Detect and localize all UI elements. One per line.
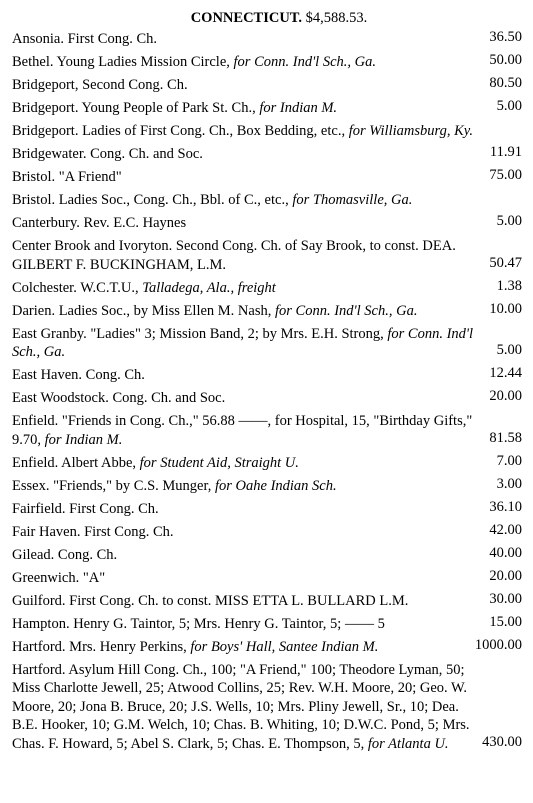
donation-amount: 20.00 [489, 388, 522, 404]
donation-amount: 50.00 [489, 52, 522, 68]
donation-entry [12, 214, 522, 233]
donation-amount: 7.00 [496, 452, 522, 469]
designation-text: for Conn. Ind'l Sch., Ga. [233, 54, 376, 70]
donation-description [12, 76, 474, 95]
designation-text: for Williamsburg, Ky. [348, 123, 474, 139]
description-text: East Woodstock. Cong. Ch. and Soc. [12, 390, 226, 406]
donation-entry [12, 122, 522, 141]
donation-description [12, 279, 474, 298]
donation-entry [12, 30, 522, 49]
description-text: Essex. "Friends," by C.S. Munger, [12, 477, 215, 494]
description-text: Enfield. Albert Abbe, [12, 454, 140, 471]
donation-entry [12, 569, 522, 588]
donation-entry [12, 76, 522, 95]
donation-entry [12, 168, 522, 187]
donation-description [12, 454, 474, 473]
donation-amount: 430.00 [482, 733, 522, 750]
donation-description [12, 569, 474, 588]
designation-text: for Atlanta U. [367, 735, 449, 752]
description-text: Bridgewater. Cong. Ch. and Soc. [12, 146, 203, 162]
donation-description [12, 302, 474, 321]
donation-entry [12, 661, 522, 754]
donation-entry [12, 237, 522, 274]
donation-description [12, 366, 474, 385]
donation-amount: 12.44 [489, 365, 522, 381]
description-text: Hartford. Asylum Hill Cong. Ch., 100; "A Friend," 100; Theodore Lyman, 50; Miss Charlotte Jewell, 25; Atwood Collins, 25; Rev. W.H. Moore, 20; Geo. W. Moore, 20; Jona B. Bruce, 20; J.S. Wells, 10; Mrs. Pliny Jewell, Sr., 10; Dea. B.E. Hooker, 10; G.M. Welch, 10; Chas. B. Whiting, 10; D.W.C. Pond, 5; Mrs. Chas. F. Howard, 5; Abel S. Clark, 5; Chas. E. Thompson, 5, [12, 661, 470, 752]
donation-entry [12, 53, 522, 72]
donation-amount: 20.00 [489, 567, 522, 584]
donation-amount: 36.50 [489, 29, 522, 45]
donation-list [12, 30, 522, 753]
donation-description [12, 661, 474, 754]
donation-amount: 75.00 [489, 167, 522, 183]
state-name: CONNECTICUT. [190, 10, 303, 26]
donation-description [12, 214, 474, 233]
description-text: Bridgeport, Second Cong. Ch. [12, 77, 188, 93]
description-text: Bristol. Ladies Soc., Cong. Ch., Bbl. of C., etc., [12, 192, 293, 208]
description-text: Center Brook and Ivoryton. Second Cong. Ch. of Say Brook, to const. DEA. GILBERT F. BUCKINGHAM, L.M. [12, 238, 456, 273]
donation-amount: 40.00 [489, 544, 522, 561]
donation-amount: 42.00 [489, 521, 522, 538]
donation-entry [12, 477, 522, 496]
document-page [12, 8, 522, 758]
donation-entry [12, 389, 522, 408]
donation-description [12, 30, 474, 49]
description-text: Greenwich. "A" [12, 569, 106, 586]
description-text: Bethel. Young Ladies Mission Circle, [12, 54, 234, 70]
donation-entry [12, 546, 522, 565]
description-text: Bridgeport. Ladies of First Cong. Ch., Box Bedding, etc., [12, 123, 349, 139]
donation-amount: 81.58 [489, 429, 522, 446]
donation-entry [12, 638, 522, 657]
description-text: Gilead. Cong. Ch. [12, 546, 118, 563]
donation-amount: 15.00 [489, 613, 522, 630]
designation-text: for Indian M. [44, 431, 123, 448]
designation-text: for Oahe Indian Sch. [214, 477, 337, 494]
donation-description [12, 53, 474, 72]
description-text: Fairfield. First Cong. Ch. [12, 500, 159, 517]
description-text: Hampton. Henry G. Taintor, 5; Mrs. Henry G. Taintor, 5; —— 5 [12, 615, 385, 632]
donation-description [12, 168, 474, 187]
donation-description [12, 592, 474, 611]
description-text: Guilford. First Cong. Ch. to const. MISS ETTA L. BULLARD L.M. [12, 592, 409, 609]
donation-entry [12, 500, 522, 519]
donation-description [12, 122, 474, 141]
donation-description [12, 523, 474, 542]
donation-entry [12, 325, 522, 362]
donation-description [12, 99, 474, 118]
designation-text: for Indian M. [259, 100, 338, 116]
designation-text: Talladega, Ala., freight [142, 279, 276, 296]
section-header [12, 8, 522, 30]
designation-text: for Conn. Ind'l Sch., Ga. [274, 302, 418, 319]
donation-amount: 5.00 [496, 213, 522, 229]
donation-description [12, 477, 474, 496]
donation-description [12, 500, 474, 519]
donation-amount: 11.91 [489, 144, 522, 160]
donation-entry [12, 366, 522, 385]
description-text: Colchester. W.C.T.U., [12, 279, 143, 296]
donation-amount: 10.00 [489, 300, 522, 317]
donation-description [12, 412, 474, 449]
designation-text: for Student Aid, Straight U. [139, 454, 299, 471]
designation-text: for Thomasville, Ga. [292, 192, 413, 208]
designation-text: for Boys' Hall, Santee Indian M. [190, 638, 379, 655]
donation-amount: 1000.00 [474, 636, 522, 653]
description-text: Bristol. "A Friend" [12, 169, 122, 185]
description-text: Bridgeport. Young People of Park St. Ch., [12, 100, 260, 116]
donation-amount: 30.00 [489, 590, 522, 607]
donation-entry [12, 302, 522, 321]
donation-amount: 5.00 [496, 342, 522, 358]
donation-amount: 50.47 [489, 254, 522, 271]
description-text: East Haven. Cong. Ch. [12, 367, 145, 383]
donation-amount: 5.00 [496, 98, 522, 114]
donation-description [12, 389, 474, 408]
donation-entry [12, 615, 522, 634]
donation-description [12, 546, 474, 565]
donation-amount: 1.38 [496, 277, 522, 294]
designation-text: for Conn. Ind'l Sch., Ga. [12, 325, 474, 360]
description-text: East Granby. "Ladies" 3; Mission Band, 2; by Mrs. E.H. Strong, [12, 325, 388, 342]
description-text: Ansonia. First Cong. Ch. [12, 31, 158, 47]
donation-entry [12, 191, 522, 210]
donation-entry [12, 592, 522, 611]
donation-description [12, 191, 474, 210]
donation-amount: 36.10 [489, 498, 522, 515]
description-text: Canterbury. Rev. E.C. Haynes [12, 215, 187, 231]
donation-description [12, 615, 474, 634]
donation-entry [12, 454, 522, 473]
donation-entry [12, 412, 522, 449]
state-total: $4,588.53. [305, 10, 368, 26]
donation-entry [12, 99, 522, 118]
description-text: Darien. Ladies Soc., by Miss Ellen M. Nash, [12, 302, 275, 319]
donation-entry [12, 145, 522, 164]
donation-description [12, 325, 474, 362]
donation-description [12, 638, 474, 657]
donation-entry [12, 279, 522, 298]
description-text: Fair Haven. First Cong. Ch. [12, 523, 174, 540]
donation-amount: 3.00 [496, 475, 522, 492]
donation-description [12, 145, 474, 164]
description-text: Hartford. Mrs. Henry Perkins, [12, 638, 191, 655]
donation-description [12, 237, 474, 274]
description-text: Enfield. "Friends in Cong. Ch.," 56.88 ——, for Hospital, 15, "Birthday Gifts," 9.70, [12, 413, 473, 448]
donation-amount: 80.50 [489, 75, 522, 91]
donation-entry [12, 523, 522, 542]
